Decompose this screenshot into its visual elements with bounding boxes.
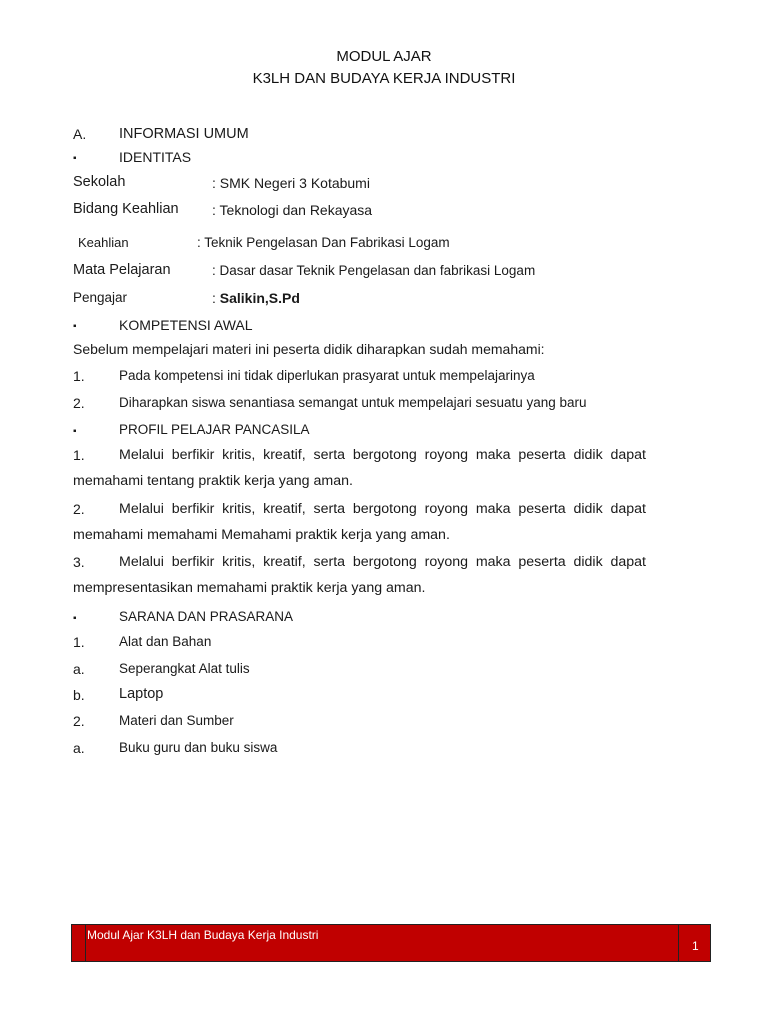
kompetensi-item-2: Diharapkan siswa senantiasa semangat untuk mempelajari sesuatu yang baru	[119, 395, 587, 410]
sarana-num-2: 2.	[73, 713, 85, 729]
sarana-item-2: Materi dan Sumber	[119, 713, 234, 728]
sarana-item-a: Seperangkat Alat tulis	[119, 661, 250, 676]
sarana-num-b: b.	[73, 687, 85, 703]
document-title-line1: MODUL AJAR	[336, 48, 432, 65]
profil-heading: PROFIL PELAJAR PANCASILA	[119, 422, 310, 437]
sarana-item-b: Laptop	[119, 686, 164, 702]
identitas-label-bidang: Bidang Keahlian	[73, 201, 179, 217]
identitas-label-sekolah: Sekolah	[73, 174, 126, 190]
bullet-icon: ▪	[73, 321, 77, 332]
bullet-icon: ▪	[73, 153, 77, 164]
kompetensi-num-2: 2.	[73, 395, 85, 411]
profil-item-3-line2: mempresentasikan memahami praktik kerja yang aman.	[73, 580, 426, 596]
kompetensi-item-1: Pada kompetensi ini tidak diperlukan prasyarat untuk mempelajarinya	[119, 368, 535, 383]
profil-num-3: 3.	[73, 554, 85, 570]
sarana-num-a: a.	[73, 661, 85, 677]
section-a-title: INFORMASI UMUM	[119, 126, 249, 142]
footer-text: Modul Ajar K3LH dan Budaya Kerja Industri	[87, 928, 319, 942]
page-number: 1	[692, 939, 699, 953]
footer-divider	[678, 925, 679, 961]
page-footer	[71, 924, 711, 962]
teacher-name: Salikin,S.Pd	[219, 290, 300, 306]
bullet-icon: ▪	[73, 613, 77, 624]
bullet-icon: ▪	[73, 426, 77, 437]
identitas-label-pengajar: Pengajar	[73, 290, 128, 305]
document-title-line2: K3LH DAN BUDAYA KERJA INDUSTRI	[252, 70, 516, 87]
identitas-label-mapel: Mata Pelajaran	[73, 262, 171, 278]
identitas-value-sekolah: : SMK Negeri 3 Kotabumi	[212, 175, 370, 191]
profil-num-2: 2.	[73, 501, 85, 517]
identitas-value-keahlian: : Teknik Pengelasan Dan Fabrikasi Logam	[197, 235, 450, 250]
identitas-heading: IDENTITAS	[119, 149, 192, 165]
kompetensi-intro: Sebelum mempelajari materi ini peserta didik diharapkan sudah memahami:	[73, 341, 545, 357]
sarana-num-a2: a.	[73, 740, 85, 756]
profil-item-1-line1: Melalui berfikir kritis, kreatif, serta bergotong royong maka peserta didik dapat	[119, 447, 646, 463]
identitas-value-mapel: : Dasar dasar Teknik Pengelasan dan fabrikasi Logam	[212, 263, 536, 278]
identitas-label-keahlian: Keahlian	[78, 235, 129, 250]
profil-item-3-line1: Melalui berfikir kritis, kreatif, serta bergotong royong maka peserta didik dapat	[119, 554, 646, 570]
sarana-num-1: 1.	[73, 634, 85, 650]
section-a-marker: A.	[73, 126, 87, 142]
identitas-value-prefix: :	[212, 290, 220, 306]
profil-item-2-line1: Melalui berfikir kritis, kreatif, serta bergotong royong maka peserta didik dapat	[119, 501, 646, 517]
sarana-item-a2: Buku guru dan buku siswa	[119, 740, 278, 755]
profil-item-1-line2: memahami tentang praktik kerja yang aman.	[73, 473, 353, 489]
kompetensi-num-1: 1.	[73, 368, 85, 384]
profil-num-1: 1.	[73, 447, 85, 463]
profil-item-2-line2: memahami memahami Memahami praktik kerja yang aman.	[73, 527, 450, 543]
identitas-value-pengajar	[212, 290, 300, 306]
identitas-value-bidang: : Teknologi dan Rekayasa	[212, 202, 373, 218]
footer-divider	[85, 925, 86, 961]
kompetensi-heading: KOMPETENSI AWAL	[119, 317, 253, 333]
sarana-item-1: Alat dan Bahan	[119, 634, 212, 649]
sarana-heading: SARANA DAN PRASARANA	[119, 609, 294, 624]
